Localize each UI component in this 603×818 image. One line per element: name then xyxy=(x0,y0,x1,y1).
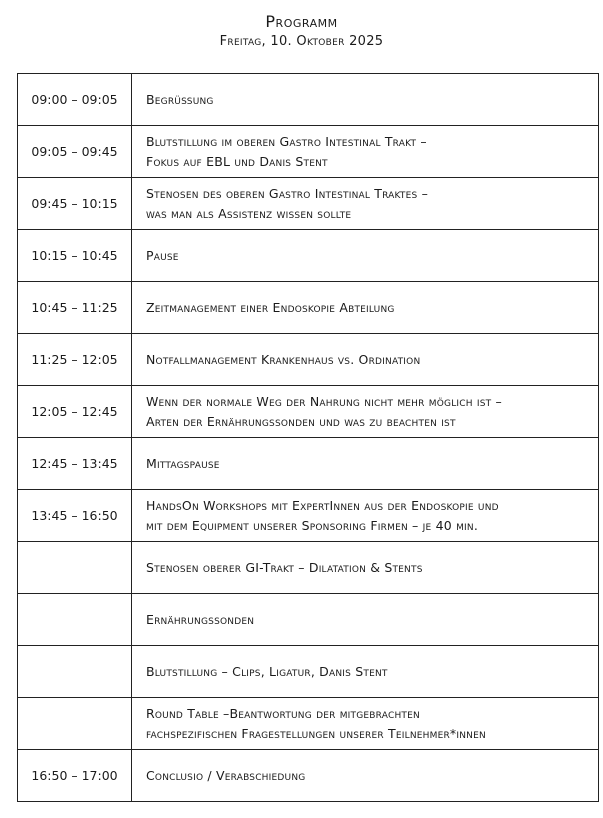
session-topic xyxy=(132,386,599,438)
topic-line: Mittagspause xyxy=(146,455,220,471)
time-slot xyxy=(18,698,132,750)
schedule-row xyxy=(18,750,599,802)
schedule-row xyxy=(18,230,599,282)
time-slot: 16:50 – 17:00 xyxy=(18,750,132,802)
schedule-table xyxy=(17,73,599,802)
time-slot: 09:05 – 09:45 xyxy=(18,126,132,178)
topic-line: Ernährungssonden xyxy=(146,611,255,627)
event-date: Freitag, 10. Oktober 2025 xyxy=(219,34,384,49)
session-topic xyxy=(132,542,599,594)
topic-line: Fokus auf EBL und Danis Stent xyxy=(146,153,328,169)
time-slot: 09:45 – 10:15 xyxy=(18,178,132,230)
topic-line: Round Table –Beantwortung der mitgebrachten xyxy=(146,705,420,721)
time-slot: 13:45 – 16:50 xyxy=(18,490,132,542)
session-topic xyxy=(132,698,599,750)
time-slot: 10:45 – 11:25 xyxy=(18,282,132,334)
topic-line: Notfallmanagement Krankenhaus vs. Ordination xyxy=(146,351,421,367)
time-slot xyxy=(18,594,132,646)
topic-line: HandsOn Workshops mit ExpertInnen aus der Endoskopie und xyxy=(146,497,499,513)
session-topic xyxy=(132,490,599,542)
topic-line: fachspezifischen Fragestellungen unserer Teilnehmer*innen xyxy=(146,725,486,741)
schedule-row xyxy=(18,698,599,750)
session-topic xyxy=(132,178,599,230)
session-topic xyxy=(132,594,599,646)
session-topic xyxy=(132,230,599,282)
schedule-body xyxy=(18,74,599,802)
topic-line: Begrüßung xyxy=(146,91,214,107)
topic-line: Arten der Ernährungssonden und was zu beachten ist xyxy=(146,413,456,429)
time-slot: 12:05 – 12:45 xyxy=(18,386,132,438)
topic-line: Blutstillung – Clips, Ligatur, Danis Stent xyxy=(146,663,388,679)
schedule-row xyxy=(18,126,599,178)
session-topic xyxy=(132,646,599,698)
session-topic xyxy=(132,750,599,802)
topic-line: Pause xyxy=(146,247,179,263)
program-header xyxy=(0,12,603,51)
session-topic xyxy=(132,282,599,334)
session-topic xyxy=(132,334,599,386)
schedule-row xyxy=(18,178,599,230)
schedule-row xyxy=(18,490,599,542)
schedule-row xyxy=(18,438,599,490)
topic-line: mit dem Equipment unserer Sponsoring Firmen – je 40 min. xyxy=(146,517,478,533)
time-slot: 10:15 – 10:45 xyxy=(18,230,132,282)
topic-line: Wenn der normale Weg der Nahrung nicht mehr möglich ist – xyxy=(146,393,502,409)
session-topic xyxy=(132,74,599,126)
topic-line: Zeitmanagement einer Endoskopie Abteilung xyxy=(146,299,395,315)
schedule-row xyxy=(18,594,599,646)
schedule-row xyxy=(18,74,599,126)
schedule-row xyxy=(18,542,599,594)
schedule-row xyxy=(18,386,599,438)
session-topic xyxy=(132,126,599,178)
time-slot xyxy=(18,542,132,594)
schedule-row xyxy=(18,282,599,334)
topic-line: was man als Assistenz wissen sollte xyxy=(146,205,352,221)
time-slot: 09:00 – 09:05 xyxy=(18,74,132,126)
topic-line: Stenosen des oberen Gastro Intestinal Traktes – xyxy=(146,185,429,201)
topic-line: Conclusio / Verabschiedung xyxy=(146,767,306,783)
time-slot: 11:25 – 12:05 xyxy=(18,334,132,386)
topic-line: Stenosen oberer GI-Trakt – Dilatation & Stents xyxy=(146,559,423,575)
time-slot: 12:45 – 13:45 xyxy=(18,438,132,490)
topic-line: Blutstillung im oberen Gastro Intestinal Trakt – xyxy=(146,133,427,149)
schedule-row xyxy=(18,334,599,386)
schedule-row xyxy=(18,646,599,698)
session-topic xyxy=(132,438,599,490)
time-slot xyxy=(18,646,132,698)
page-title: Programm xyxy=(265,12,338,31)
